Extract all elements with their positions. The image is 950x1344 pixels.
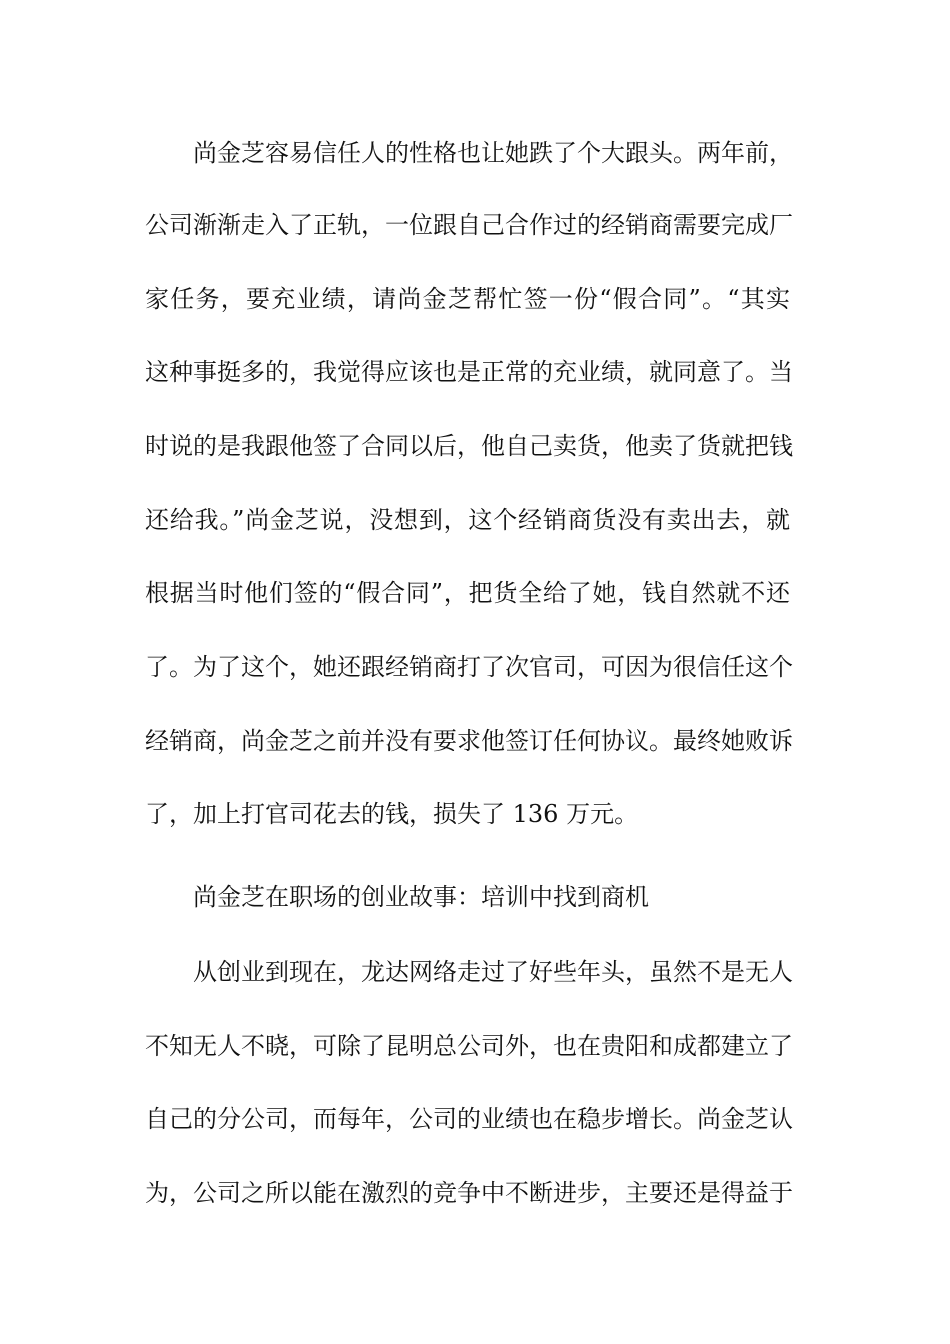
- paragraph-2-line-1: 从创业到现在，龙达网络走过了好些年头，虽然不是无人: [193, 958, 793, 986]
- paragraph-1-line-7: 根据当时他们签的“假合同”，把货全给了她，钱自然就不还: [145, 579, 790, 607]
- paragraph-1-line-6: 还给我。”尚金芝说，没想到，这个经销商货没有卖出去，就: [145, 506, 790, 534]
- paragraph-1-line-1: 尚金芝容易信任人的性格也让她跌了个大跟头。两年前，: [193, 139, 793, 167]
- paragraph-1-line-9: 经销商，尚金芝之前并没有要求他签订任何协议。最终她败诉: [145, 727, 793, 755]
- paragraph-1-line-2: 公司渐渐走入了正轨，一位跟自己合作过的经销商需要完成厂: [145, 211, 793, 239]
- paragraph-1-line-10: 了，加上打官司花去的钱，损失了 136 万元。: [145, 800, 639, 828]
- paragraph-1-line-4: 这种事挺多的，我觉得应该也是正常的充业绩，就同意了。当: [145, 358, 793, 386]
- section-heading: 尚金芝在职场的创业故事：培训中找到商机: [193, 883, 649, 911]
- paragraph-2-line-4: 为，公司之所以能在激烈的竞争中不断进步，主要还是得益于: [145, 1179, 793, 1207]
- paragraph-1-line-8: 了。为了这个，她还跟经销商打了次官司，可因为很信任这个: [145, 653, 793, 681]
- paragraph-2-line-2: 不知无人不晓，可除了昆明总公司外，也在贵阳和成都建立了: [145, 1032, 793, 1060]
- paragraph-2-line-3: 自己的分公司，而每年，公司的业绩也在稳步增长。尚金芝认: [145, 1105, 793, 1133]
- paragraph-1-line-3: 家任务，要充业绩，请尚金芝帮忙签一份“假合同”。“其实: [145, 285, 790, 313]
- paragraph-1-line-5: 时说的是我跟他签了合同以后，他自己卖货，他卖了货就把钱: [145, 432, 793, 460]
